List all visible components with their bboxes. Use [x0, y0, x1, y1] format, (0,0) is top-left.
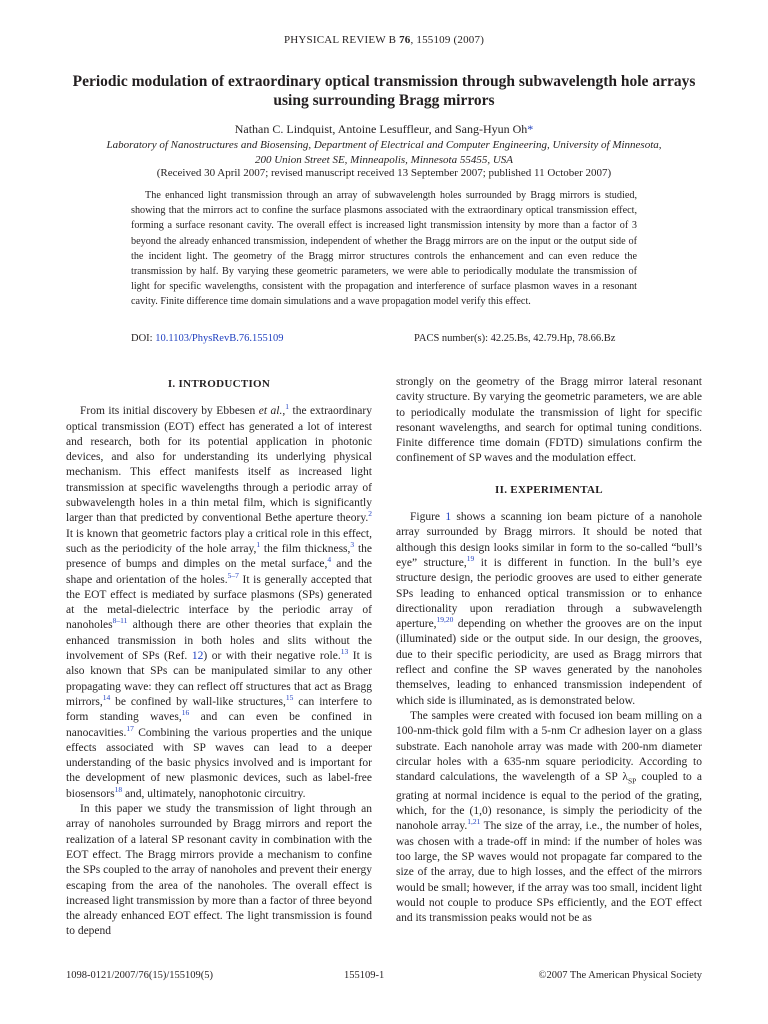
- affiliation-line-2: 200 Union Street SE, Minneapolis, Minnesota 55455, USA: [254, 154, 514, 166]
- doi-label: DOI:: [131, 333, 156, 344]
- footer-issn: 1098-0121/2007/76(15)/155109(5): [66, 970, 213, 981]
- ref-link[interactable]: 12: [191, 650, 204, 663]
- received-dates: (Received 30 April 2007; revised manuscript received 13 September 2007; published 11 October 2007): [156, 167, 612, 179]
- paper-title: Periodic modulation of extraordinary optical transmission through subwavelength hole arrays using surrounding Bragg mirrors: [72, 73, 696, 109]
- ref-link[interactable]: 16: [181, 708, 190, 718]
- section-heading-introduction: I. INTRODUCTION: [167, 378, 271, 390]
- intro-paragraph-3: strongly on the geometry of the Bragg mirror lateral resonant cavity structure. By varying the geometric parameters, we are able to periodically modulate the transmission of light for specific resonant wavelengths, and search for optimal tuning conditions. Finite difference time domain (FDTD) simulations confirm the confinement of SP waves and the modulation effect.: [396, 376, 702, 465]
- intro-paragraph-1: From its initial discovery by Ebbesen et al.,$^1$ the extraordinary optical transmission (EOT) effect has generated a lot of interest and research, both for its potential application in photonic devices, and also for understanding its underlying physical mechanism. This effect manifests itself as increased light transmission at specific wavelengths through a periodic array of subwavelength holes in a thin metal film, which is significantly larger than that predicted by conventional Bethe aperture theory.$^2$ It is known that geometric factors play a critical role in this effect, such as the periodicity of the hole array,$^1$ the film thickness,$^3$ the presence of bumps and dimples on the metal surface,$^4$ and the shape and orientation of the holes.$^{5-7}$ It is generally accepted that the EOT effect is mediated by surface plasmons (SPs) generated at the metal-dielectric interface by the periodic array of nanoholes$^{8-11}$ although there are other theories that explain the enhanced transmission in both holes and slits without the involvement of SPs (Ref. 12) or with their negative role.$^{13}$ It is also known that SPs can be manipulated similar to any other propagating wave: they can reflect off structures that act as Bragg mirrors,$^{14}$ be confined by wall-like structures,$^{15}$ can interfere to form standing waves,$^{16}$ and can even be confined in nanocavities.$^{17}$ Combining the various properties and the unique effects associated with SP waves can lead to a deeper understanding of the basic physics involved and is important for the development of new plasmonic devices, such as label-free biosensors$^{18}$ and, ultimately, nanophotonic circuitry.: [66, 402, 373, 800]
- ref-link[interactable]: 19: [466, 554, 475, 564]
- ref-link[interactable]: 14: [102, 693, 111, 703]
- experimental-paragraph-1: Figure 1 shows a scanning ion beam picture of a nanohole array surrounded by Bragg mirrors. It should be noted that although this design looks similar in form to the so-called “bull’s eye” structure,$^{19}$ it is different in function. In the bull’s eye structure design, the periodic grooves are used to either generate SPs leading to enhanced optical transmission or to enhance directionality upon reradiation through a subwavelength aperture,$^{19,20}$ depending on whether the grooves are on the input (illuminated) side or the output side. In our design, the grooves, due to their specific periodicity, are used as Bragg mirrors that reflect and confine the SP waves generated by the nanoholes themselves, leading to enhanced transmission independent of which side is illuminated, as is demonstrated below.: [396, 511, 703, 707]
- ref-link[interactable]: 5–7: [227, 570, 239, 580]
- ref-link[interactable]: 17: [126, 723, 134, 733]
- running-header: [0, 34, 768, 46]
- ref-link[interactable]: 15: [285, 693, 294, 703]
- experimental-paragraph-2: The samples were created with focused ion beam milling on a 100-nm-thick gold film with a 5-nm Cr adhesion layer on a glass substrate. Each nanohole array was made with 200-nm diameter circular holes with a 635-nm square periodicity. According to standard calculations, the wavelength of a SP $\lambda_{SP}$ coupled to a grating at normal incidence is equal to the period of the grating, which, for the (1,0) resonance, is simply the periodicity of the nanohole array.$^{1,21}$ The size of the array, i.e., the number of holes, was chosen with a trade-off in mind: if the number of holes was too large, the SP waves would not propagate far compared to the size of the array, due to high losses, and the effect of the mirrors would be small; however, if the array was too small, incident light would not couple to produce SPs efficiently, and the EOT effect and its transmission peaks would not be as: [396, 709, 702, 925]
- intro-paragraph-2: In this paper we study the transmission of light through an array of nanoholes surrounded by Bragg mirrors and report the realization of a lateral SP resonant cavity in combination with the EOT effect. The Bragg mirrors provide a mechanism to confine the SPs coupled to the array of nanoholes and prevent their energy escaping from the area of the nanoholes. The overall effect is increased light transmission by more than a factor of three beyond the already enhanced EOT effect. The light transmission is found to depend: [66, 803, 372, 938]
- figure-link[interactable]: 1: [445, 511, 452, 524]
- ref-link[interactable]: 18: [114, 784, 123, 794]
- section-heading-experimental: II. EXPERIMENTAL: [495, 483, 603, 496]
- ref-link[interactable]: 1: [256, 540, 261, 550]
- ref-link[interactable]: 8–11: [112, 616, 128, 626]
- journal-name: PHYSICAL REVIEW B: [283, 34, 400, 46]
- journal-volume: 76: [399, 34, 411, 46]
- corresponding-author-link[interactable]: *: [527, 122, 534, 136]
- abstract: The enhanced light transmission through an array of subwavelength holes surrounded by Bragg mirrors is studied, showing that the mirrors act to confine the surface plasmons associated with the extraordinary optical transmission effect, forming a surface resonant cavity. The overall effect is increased light transmission intensity by more than a factor of 3 beyond the already enhanced transmission, independent of whether the Bragg mirrors are on the input or the output side of the incident light. The geometry of the Bragg mirror structures controls the enhancement and can even reduce the transmission by half. By varying these geometric parameters, we were able to periodically modulate the transmission of light for specific wavelengths, consistent with the propagation and interference of surface plasmon waves in a resonant cavity. Finite difference time domain simulations and a wave propagation model verify this effect.: [131, 190, 637, 308]
- ref-link[interactable]: 2: [368, 509, 372, 519]
- author-names: Nathan C. Lindquist, Antoine Lesuffleur, and Sang-Hyun Oh: [234, 122, 528, 136]
- ref-link[interactable]: 3: [350, 540, 355, 550]
- right-column: [396, 375, 702, 926]
- ref-link[interactable]: 19,20: [436, 615, 454, 625]
- doi: [131, 333, 283, 344]
- ref-link[interactable]: 1,21: [467, 817, 481, 827]
- affiliation-line-1: Laboratory of Nanostructures and Biosensing, Department of Electrical and Computer Engineering, University of Minnesota,: [106, 139, 662, 151]
- ref-link[interactable]: 1: [285, 402, 290, 412]
- ref-link[interactable]: 13: [340, 647, 349, 657]
- footer-copyright: ©2007 The American Physical Society: [538, 970, 702, 981]
- ref-link[interactable]: 4: [327, 555, 332, 565]
- affiliation: [70, 138, 698, 168]
- pacs-numbers: PACS number(s): 42.25.Bs, 42.79.Hp, 78.66.Bz: [414, 333, 616, 344]
- footer-page-number: 155109-1: [344, 970, 385, 981]
- author-list: [0, 122, 768, 137]
- doi-link[interactable]: 10.1103/PhysRevB.76.155109: [155, 333, 284, 344]
- left-column: [66, 375, 372, 940]
- journal-page-year: , 155109 (2007): [410, 34, 485, 46]
